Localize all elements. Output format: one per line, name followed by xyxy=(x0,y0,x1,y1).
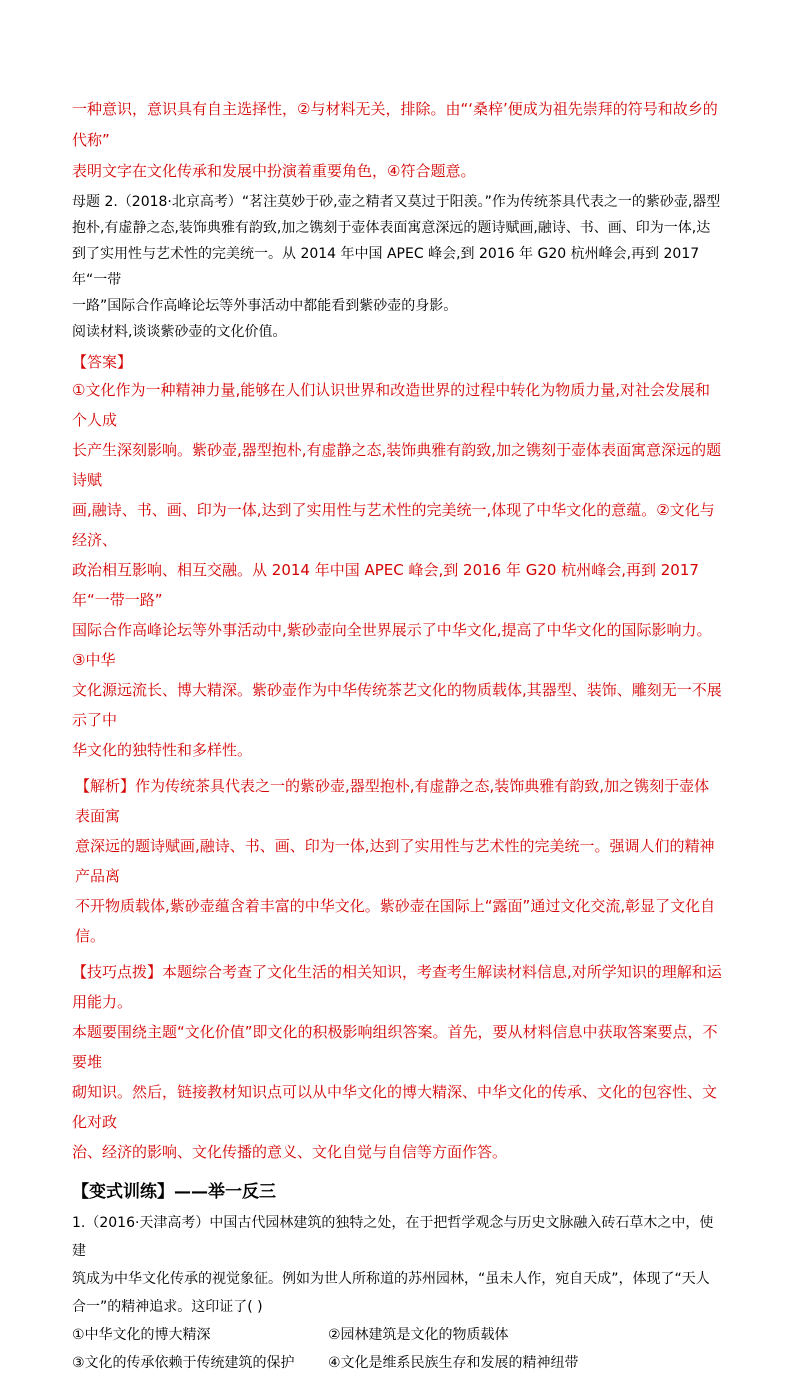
answer-tag: 【答案】 xyxy=(72,353,133,371)
exercise-line: 筑成为中华文化传承的视觉象征。例如为世人所称道的苏州园林，“虽未人作，宛自天成”，体现了“天人 xyxy=(72,1271,710,1287)
tips-line: 【技巧点拨】本题综合考查了文化生活的相关知识，考查考生解读材料信息,对所学知识的理解和运用能力。 xyxy=(72,963,722,1011)
intro-line: 表明文字在文化传承和发展中扮演着重要角色，④符合题意。 xyxy=(72,162,476,180)
question-line: 母题 2.（2018·北京高考）“茗注莫妙于砂,壶之精者又莫过于阳羡。”作为传统茶具代表之一的紫砂壶,器型 xyxy=(72,194,721,210)
answer-line: 华文化的独特性和多样性。 xyxy=(72,741,253,759)
analysis-line: 【解析】作为传统茶具代表之一的紫砂壶,器型抱朴,有虚静之态,装饰典雅有韵致,加之镌刻于壶体表面寓 xyxy=(75,777,710,825)
intro-line: 一种意识，意识具有自主选择性，②与材料无关，排除。由“‘桑梓’便成为祖先崇拜的符号和故乡的代称” xyxy=(72,100,718,149)
exercise-block xyxy=(72,1209,722,1321)
analysis-block xyxy=(72,771,722,951)
answer-line: 文化源远流长、博大精深。紫砂壶作为中华传统茶艺文化的物质载体,其器型、装饰、雕刻无一不展示了中 xyxy=(72,681,722,729)
question-paragraph xyxy=(72,189,722,345)
section-title: 【变式训练】——举一反三 xyxy=(72,1182,276,1202)
intro-paragraph xyxy=(72,94,722,187)
answer-line: 画,融诗、书、画、印为一体,达到了实用性与艺术性的完美统一,体现了中华文化的意蕴。②文化与经济、 xyxy=(72,501,715,549)
tips-line: 本题要围绕主题“文化价值”即文化的积极影响组织答案。首先，要从材料信息中获取答案要点，不要堆 xyxy=(72,1023,718,1071)
option-list xyxy=(72,1321,722,1377)
question-line: 一路”国际合作高峰论坛等外事活动中都能看到紫砂壶的身影。 xyxy=(72,298,458,314)
answer-line: 长产生深刻影响。紫砂壶,器型抱朴,有虚静之态,装饰典雅有韵致,加之镌刻于壶体表面寓意深远的题诗赋 xyxy=(72,441,722,489)
tips-line: 砌知识。然后，链接教材知识点可以从中华文化的博大精深、中华文化的传承、文化的包容性、文化对政 xyxy=(72,1083,718,1131)
answer-line: 国际合作高峰论坛等外事活动中,紫砂壶向全世界展示了中华文化,提高了中华文化的国际影响力。③中华 xyxy=(72,621,712,669)
document-page xyxy=(72,94,722,1377)
tips-line: 治、经济的影响、文化传播的意义、文化自觉与自信等方面作答。 xyxy=(72,1143,508,1161)
tips-block xyxy=(72,957,722,1167)
option-item: ③文化的传承依赖于传统建筑的保护 xyxy=(72,1355,295,1371)
analysis-line: 不开物质载体,紫砂壶蕴含着丰富的中华文化。紫砂壶在国际上“露面”通过文化交流,彰显了文化自信。 xyxy=(75,897,716,945)
option-item: ④文化是维系民族生存和发展的精神纽带 xyxy=(328,1355,579,1371)
answer-block xyxy=(72,349,722,765)
question-prompt: 阅读材料,谈谈紫砂壶的文化价值。 xyxy=(72,324,287,340)
option-item: ①中华文化的博大精深 xyxy=(72,1327,211,1343)
analysis-line: 意深远的题诗赋画,融诗、书、画、印为一体,达到了实用性与艺术性的完美统一。强调人们的精神产品离 xyxy=(75,837,715,885)
answer-line: 政治相互影响、相互交融。从 2014 年中国 APEC 峰会,到 2016 年 G20 杭州峰会,再到 2017 年“一带一路” xyxy=(72,561,699,609)
exercise-line: 1.（2016·天津高考）中国古代园林建筑的独特之处，在于把哲学观念与历史文脉融入砖石草木之中，使建 xyxy=(72,1215,714,1259)
option-item: ②园林建筑是文化的物质载体 xyxy=(328,1327,509,1343)
question-line: 抱朴,有虚静之态,装饰典雅有韵致,加之镌刻于壶体表面寓意深远的题诗赋画,融诗、书、画、印为一体,达 xyxy=(72,220,711,236)
question-line: 到了实用性与艺术性的完美统一。从 2014 年中国 APEC 峰会,到 2016 年 G20 杭州峰会,再到 2017 年“一带 xyxy=(72,246,700,288)
exercise-line: 合一”的精神追求。这印证了( ) xyxy=(72,1299,263,1315)
answer-line: ①文化作为一种精神力量,能够在人们认识世界和改造世界的过程中转化为物质力量,对社会发展和个人成 xyxy=(72,381,710,429)
